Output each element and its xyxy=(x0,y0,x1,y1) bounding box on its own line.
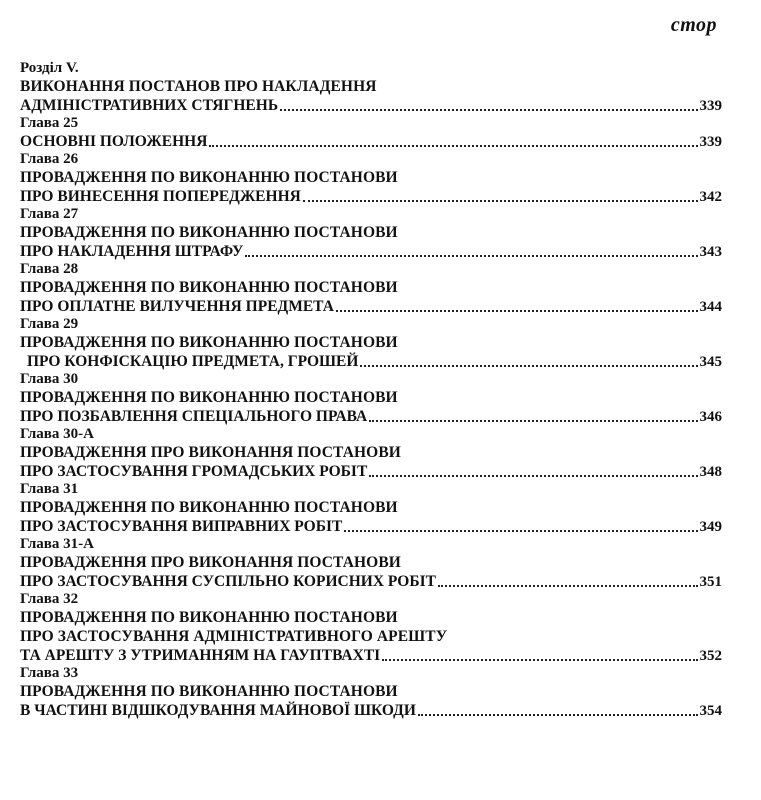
chapter-title-line: ПРОВАДЖЕННЯ ПО ВИКОНАННЮ ПОСТАНОВИ xyxy=(20,169,398,186)
page-number: 345 xyxy=(699,354,722,370)
dot-leader xyxy=(344,529,697,532)
dot-leader xyxy=(369,419,697,422)
chapter-title-last-line xyxy=(20,517,722,536)
chapter-title-line: ПРОВАДЖЕННЯ ПО ВИКОНАННЮ ПОСТАНОВИ xyxy=(20,224,398,241)
page-number: 344 xyxy=(699,299,722,315)
chapter-title-line: ПРОВАДЖЕННЯ ПРО ВИКОНАННЯ ПОСТАНОВИ xyxy=(20,554,401,571)
table-of-contents xyxy=(20,60,722,720)
chapter-title-last-line xyxy=(20,352,722,371)
dot-leader xyxy=(382,658,697,661)
dot-leader xyxy=(280,108,697,111)
page-number: 342 xyxy=(699,189,722,205)
chapter-entry xyxy=(20,115,722,151)
chapter-entry xyxy=(20,665,722,720)
dot-leader xyxy=(209,144,697,147)
chapter-title-last-line xyxy=(20,132,722,151)
chapter-title-text: ПРО ЗАСТОСУВАННЯ ГРОМАДСЬКИХ РОБІТ xyxy=(20,463,368,480)
section-label: Розділ V. xyxy=(20,60,79,76)
chapter-title-text: ТА АРЕШТУ З УТРИМАННЯМ НА ГАУПТВАХТІ xyxy=(20,647,381,664)
dot-leader xyxy=(369,474,697,477)
chapter-title-line: ПРОВАДЖЕННЯ ПО ВИКОНАННЮ ПОСТАНОВИ xyxy=(20,609,398,626)
chapter-title-line: ПРОВАДЖЕННЯ ПРО ВИКОНАННЯ ПОСТАНОВИ xyxy=(20,444,401,461)
chapter-title-last-line xyxy=(20,572,722,591)
dot-leader xyxy=(438,584,698,587)
chapter-title-last-line xyxy=(20,297,722,316)
chapter-title-line: ПРОВАДЖЕННЯ ПО ВИКОНАННЮ ПОСТАНОВИ xyxy=(20,334,398,351)
chapter-entry xyxy=(20,371,722,426)
chapter-entry xyxy=(20,151,722,206)
chapter-label: Глава 27 xyxy=(20,206,79,222)
dot-leader xyxy=(336,309,698,312)
chapter-title-text: В ЧАСТИНІ ВІДШКОДУВАННЯ МАЙНОВОЇ ШКОДИ xyxy=(20,702,416,719)
chapter-title-line: ПРОВАДЖЕННЯ ПО ВИКОНАННЮ ПОСТАНОВИ xyxy=(20,279,398,296)
chapter-title-last-line xyxy=(20,187,722,206)
chapter-title-last-line xyxy=(20,701,722,720)
chapter-label: Глава 28 xyxy=(20,261,79,277)
page-number: 349 xyxy=(699,519,722,535)
dot-leader xyxy=(245,254,697,257)
section-title-line: ВИКОНАННЯ ПОСТАНОВ ПРО НАКЛАДЕННЯ xyxy=(20,78,377,95)
chapter-entry xyxy=(20,481,722,536)
chapter-label: Глава 26 xyxy=(20,151,79,167)
section-title-text: АДМІНІСТРАТИВНИХ СТЯГНЕНЬ xyxy=(20,97,279,114)
chapter-title-last-line xyxy=(20,407,722,426)
page-number: 343 xyxy=(699,244,722,260)
chapter-title-last-line xyxy=(20,646,722,665)
chapter-label: Глава 31 xyxy=(20,481,79,497)
chapter-label: Глава 29 xyxy=(20,316,79,332)
chapter-entry xyxy=(20,536,722,591)
chapter-label: Глава 33 xyxy=(20,665,79,681)
chapter-title-last-line xyxy=(20,242,722,261)
page-number: 339 xyxy=(699,134,722,150)
chapter-title-line: ПРОВАДЖЕННЯ ПО ВИКОНАННЮ ПОСТАНОВИ xyxy=(20,683,398,700)
chapter-title-text: ПРО НАКЛАДЕННЯ ШТРАФУ xyxy=(20,243,244,260)
dot-leader xyxy=(418,713,698,716)
chapter-title-text: ПРО ЗАСТОСУВАННЯ СУСПІЛЬНО КОРИСНИХ РОБІТ xyxy=(20,573,436,590)
chapter-title-text: ОСНОВНІ ПОЛОЖЕННЯ xyxy=(20,133,208,150)
chapter-entry xyxy=(20,316,722,371)
chapter-title-text: ПРО КОНФІСКАЦІЮ ПРЕДМЕТА, ГРОШЕЙ xyxy=(27,353,359,370)
chapter-list xyxy=(20,115,722,720)
chapter-title-text: ПРО ОПЛАТНЕ ВИЛУЧЕННЯ ПРЕДМЕТА xyxy=(20,298,334,315)
chapter-title-text: ПРО ЗАСТОСУВАННЯ ВИПРАВНИХ РОБІТ xyxy=(20,518,343,535)
chapter-title-line: ПРОВАДЖЕННЯ ПО ВИКОНАННЮ ПОСТАНОВИ xyxy=(20,389,398,406)
section-entry xyxy=(20,77,722,115)
chapter-title-text: ПРО ВИНЕСЕННЯ ПОПЕРЕДЖЕННЯ xyxy=(20,188,301,205)
chapter-label: Глава 30 xyxy=(20,371,79,387)
chapter-title-text: ПРО ПОЗБАВЛЕННЯ СПЕЦІАЛЬНОГО ПРАВА xyxy=(20,408,368,425)
chapter-title-line: ПРО ЗАСТОСУВАННЯ АДМІНІСТРАТИВНОГО АРЕШТУ xyxy=(20,628,448,645)
section-title-last-line xyxy=(20,96,722,115)
chapter-label: Глава 32 xyxy=(20,591,79,607)
page-number: 339 xyxy=(699,98,722,114)
chapter-label: Глава 25 xyxy=(20,115,79,131)
chapter-label: Глава 30-А xyxy=(20,426,94,442)
page-number: 352 xyxy=(699,648,722,664)
chapter-entry xyxy=(20,206,722,261)
chapter-title-last-line xyxy=(20,462,722,481)
chapter-entry xyxy=(20,591,722,665)
dot-leader xyxy=(303,199,698,202)
page-column-label: стор xyxy=(670,14,717,36)
page-number: 348 xyxy=(699,464,722,480)
page-number: 354 xyxy=(699,703,722,719)
chapter-entry xyxy=(20,261,722,316)
chapter-label: Глава 31-А xyxy=(20,536,94,552)
chapter-title-line: ПРОВАДЖЕННЯ ПО ВИКОНАННЮ ПОСТАНОВИ xyxy=(20,499,398,516)
chapter-entry xyxy=(20,426,722,481)
dot-leader xyxy=(360,364,697,367)
page-number: 346 xyxy=(699,409,722,425)
page-number: 351 xyxy=(699,574,722,590)
